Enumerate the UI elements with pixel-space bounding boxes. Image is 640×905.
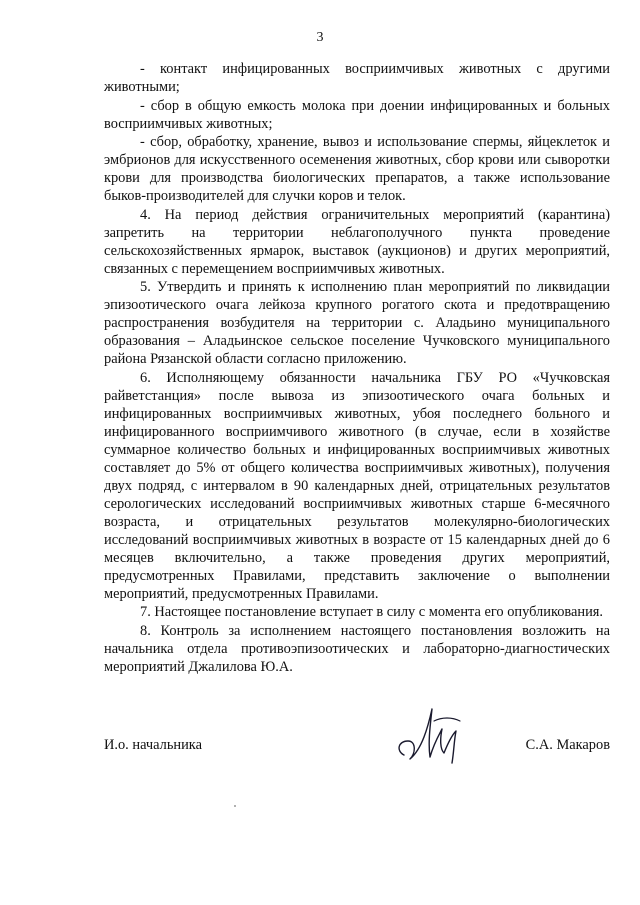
clause-contact: - контакт инфицированных восприимчивых животных с другими животными; — [104, 61, 610, 95]
clause-insemination: - сбор, обработку, хранение, вывоз и использование спермы, яйцеклеток и эмбрионов для искусственного осеменения животных, сбор крови или сыворотки крови для производства биологических препаратов, а также использование быков-производителей для случки коров и телок. — [104, 134, 610, 204]
document-body — [104, 60, 610, 676]
scan-speck — [234, 805, 236, 807]
clause-milk-collection: - сбор в общую емкость молока при доении инфицированных и больных восприимчивых животных; — [104, 97, 610, 132]
clause-5-plan: 5. Утвердить и принять к исполнению план мероприятий по ликвидации эпизоотического очага лейкоза крупного рогатого скота и предотвращению распространения возбудителя на территории с. Аладьино муниципального образования – Аладьинское сельское поселение Чучковского муниципального района Рязанской области согласно приложению. — [104, 279, 610, 367]
clause-4-prohibition: 4. На период действия ограничительных мероприятий (карантина) запретить на территории неблагополучного пункта проведение сельскохозяйственных ярмарок, выставок (аукционов) и других мероприятий, связанных с перемещением восприимчивых животных. — [104, 206, 610, 277]
page-number: 3 — [316, 30, 324, 45]
signatory-title: И.о. начальника — [104, 737, 202, 753]
clause-8-control: 8. Контроль за исполнением настоящего постановления возложить на начальника отдела противоэпизоотических и лабораторно-диагностических мероприятий Джалилова Ю.А. — [104, 622, 610, 675]
clause-6-conclusion: 6. Исполняющему обязанности начальника ГБУ РО «Чучковская райветстанция» после вывоза из эпизоотического очага больных и инфицированных восприимчивых животных, убоя последнего больного и инфицированного восприимчивого животного (в случае, если в хозяйстве суммарное количество больных и инфицированных восприимчивых животных составляет до 5% от общего количества восприимчивых животных), получения двух подряд, с интервалом в 90 календарных дней, отрицательных результатов серологических исследований восприимчивых животных старше 6-месячного возраста, и отрицательных результатов молекулярно-биологических исследований восприимчивых животных в возрасте от 15 календарных дней до 6 месяцев включительно, а также проведения других мероприятий, предусмотренных Правилами, представить заключение о выполнении мероприятий, предусмотренных Правилами. — [104, 369, 610, 602]
clause-7-effect: 7. Настоящее постановление вступает в силу с момента его опубликования. — [140, 604, 604, 620]
signatory-name: С.А. Макаров — [525, 737, 610, 753]
handwritten-signature — [394, 703, 474, 767]
signature-block — [104, 725, 610, 785]
